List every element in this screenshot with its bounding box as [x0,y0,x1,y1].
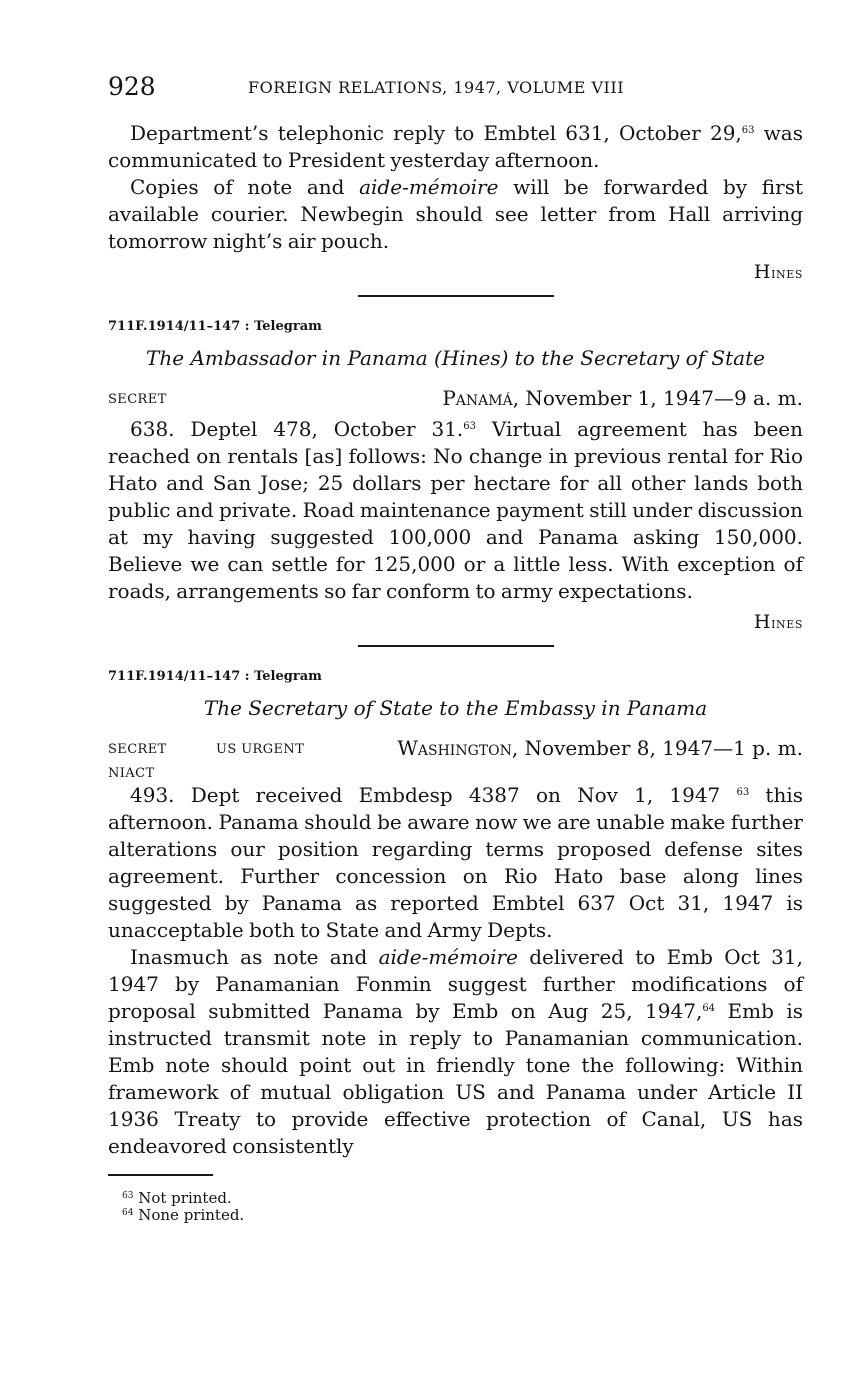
doc1-signature [108,261,803,283]
footnote-ref-63: 63 [463,421,477,432]
doc3-para2-text-b: delivered to Emb Oct 31, 1947 by Panamanian Fonmin suggest further modifications of proposal submitted Panama by Emb on Aug 25, 1947, [108,945,803,1023]
footnote-text: Not printed. [138,1189,232,1207]
doc1-paragraph-2 [108,174,803,255]
doc1-para2-italic: aide-mémoire [359,175,499,199]
doc2-place-date [442,386,803,410]
footnote-text: None printed. [138,1206,245,1224]
footnote-mark: 63 [122,1191,134,1201]
doc1-para2-text-b: will be forwarded by first available courier. Newbegin should see letter from Hall arriving tomorrow night’s air pouch. [108,175,803,253]
doc3-paragraph-2 [108,944,803,1160]
doc2-signature-rest: ines [771,613,803,632]
page-header [108,68,803,102]
doc2-paragraph [108,416,803,605]
footnote-divider [108,1174,213,1176]
doc1-para2-text-a: Copies of note and [130,175,360,199]
doc2-text-b: Virtual agreement has been reached on rentals [as] follows: No change in previous rental for Rio Hato and San Jose; 25 dollars per hectare for all other lands both public and private. Road maintenance payment still under discussion at my having suggested 100,000 and Panama asking 150,000. Believe we can settle for 125,000 or a little less. With exception of roads, arrangements so far conform to army expectations. [108,417,803,603]
doc1-paragraph-1 [108,120,803,174]
section-divider [358,295,554,297]
doc3-date: , November 8, 1947—1 p. m. [511,736,803,760]
running-head: FOREIGN RELATIONS, 1947, VOLUME VIII [248,78,625,97]
doc2-file-reference: 711F.1914/11–147 : Telegram [108,319,322,334]
doc3-para1-text-b: this afternoon. Panama should be aware now we are unable make further alterations our position regarding terms proposed defense sites agreement. Further concession on Rio Hato base along lines suggested by Panama as reported Embtel 637 Oct 31, 1947 is unacceptable both to State and Army Depts. [108,783,803,942]
footnote-ref-63: 63 [736,787,750,798]
doc1-signature-cap: H [753,261,772,283]
doc3-para1-text-a: 493. Dept received Embdesp 4387 on Nov 1, 1947 [130,783,737,807]
doc3-para2-text-a: Inasmuch as note and [130,945,379,969]
doc3-place: Washington [397,736,512,760]
doc3-para2-text-c: Emb is instructed transmit note in reply to Panamanian communication. Emb note should point out in friendly tone the following: Within framework of mutual obligation US and Panama under Article II 1936 Treaty to provide effective protection of Canal, US has endeavored consistently [108,999,803,1158]
doc2-signature-cap: H [753,611,772,633]
doc1-para1-text-b: was communicated to President yesterday afternoon. [108,121,803,172]
footnote-63 [122,1190,803,1207]
doc2-classification: SECRET [108,392,167,407]
section-divider [358,645,554,647]
footnotes [122,1190,803,1224]
doc3-para2-italic: aide-mémoire [378,945,518,969]
document-page [108,68,803,1224]
doc2-heading: The Ambassador in Panama (Hines) to the Secretary of State [146,346,765,370]
page-number: 928 [108,72,156,101]
footnote-ref-64: 64 [702,1003,716,1014]
doc3-classification: SECRET [108,742,167,757]
doc3-urgency: US URGENT [216,742,305,757]
doc3-paragraph-1 [108,782,803,944]
doc1-para1-text-a: Department’s telephonic reply to Embtel 631, October 29, [130,121,742,145]
footnote-ref-63: 63 [741,125,755,136]
doc2-date: , November 1, 1947—9 a. m. [512,386,803,410]
doc3-dateline [108,736,803,782]
footnote-mark: 64 [122,1208,134,1218]
doc2-dateline [108,386,803,416]
footnote-64 [122,1207,803,1224]
doc3-file-reference: 711F.1914/11–147 : Telegram [108,669,322,684]
doc2-text-a: 638. Deptel 478, October 31. [130,417,464,441]
doc3-place-date [397,736,803,760]
doc3-classification-niact: NIACT [108,766,155,781]
doc1-signature-rest: ines [771,263,803,282]
doc3-heading: The Secretary of State to the Embassy in Panama [203,696,708,720]
doc2-signature [108,611,803,633]
doc2-place: Panamá [442,386,513,410]
